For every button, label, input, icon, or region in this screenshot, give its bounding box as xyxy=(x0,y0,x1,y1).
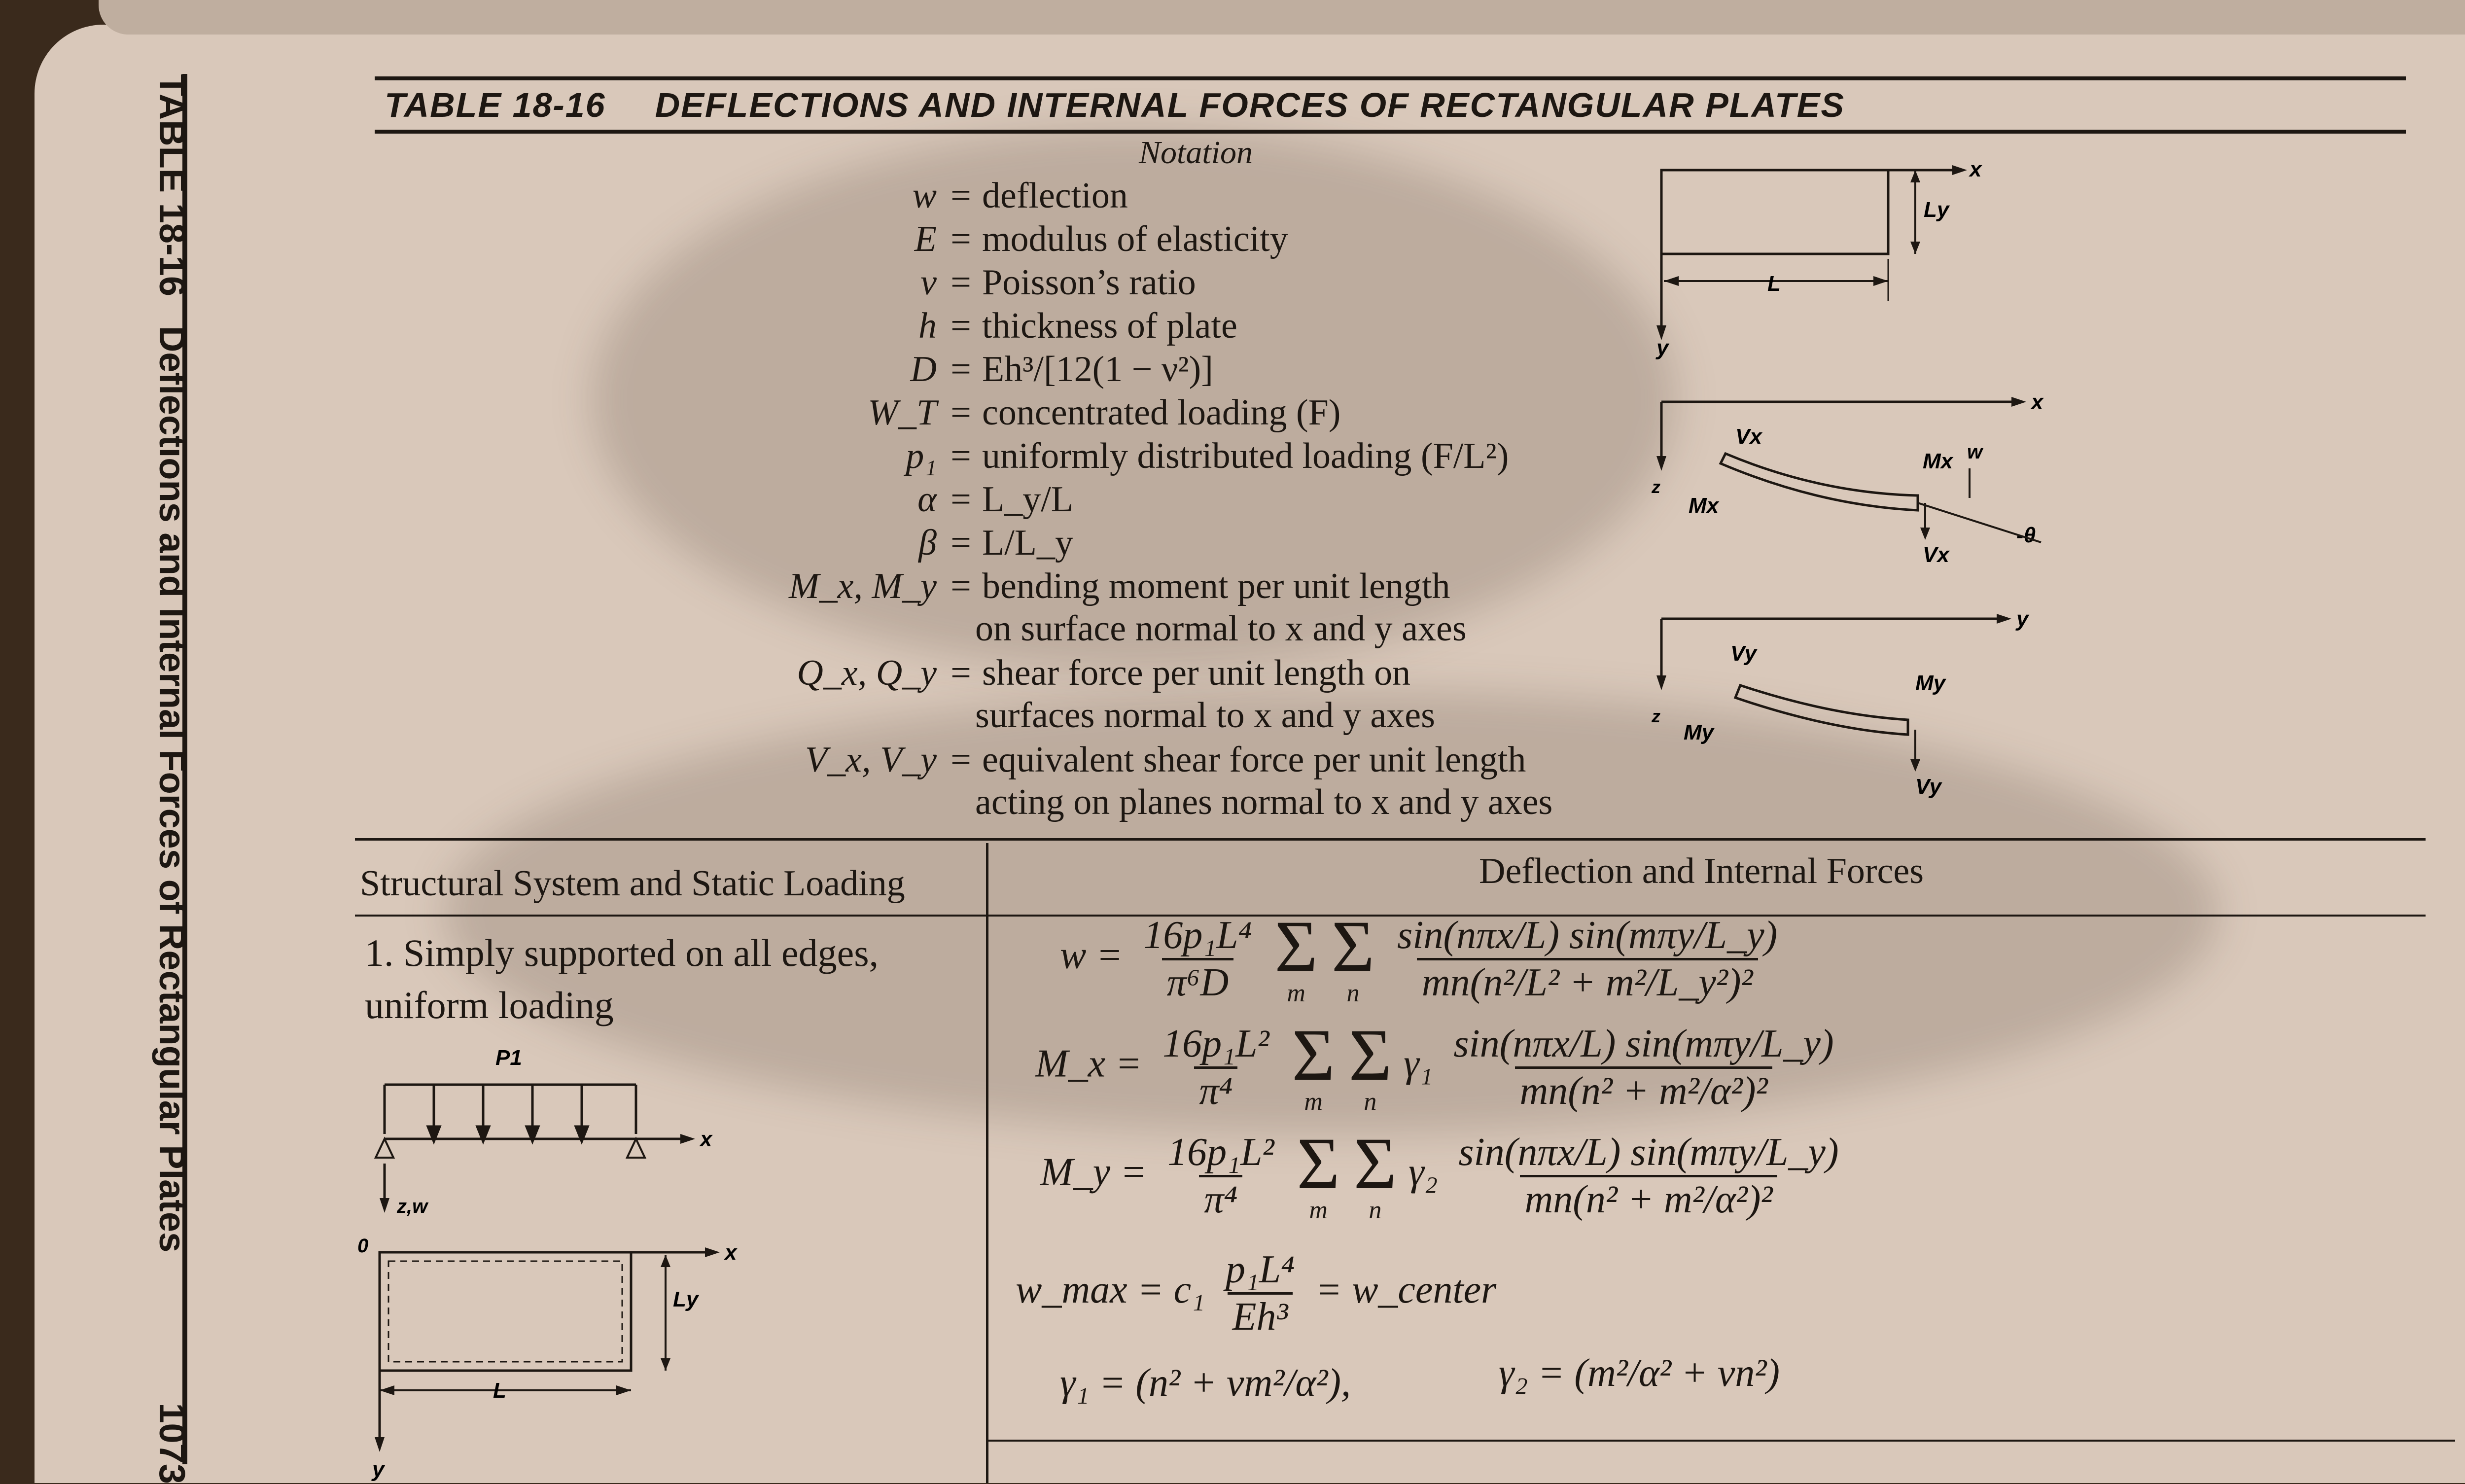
sum-index-m: m xyxy=(1287,979,1305,1007)
w-coefficient xyxy=(1138,913,1257,1005)
notation-item xyxy=(592,305,1676,347)
my-coefficient xyxy=(1162,1130,1279,1222)
vy-left-label: Vy xyxy=(1730,641,1757,666)
notation-symbol: M_x, M_y xyxy=(789,566,937,606)
case-1-title-line2: uniform loading xyxy=(365,984,614,1026)
w-label: w xyxy=(1967,441,1983,463)
notation-continuation-text: acting on planes normal to x and y axes xyxy=(975,782,1553,822)
axis-x-label: x xyxy=(1970,157,1982,181)
table-column-divider xyxy=(986,843,988,1483)
notation-definition: thickness of plate xyxy=(982,306,1237,346)
equals-sign: = xyxy=(951,306,971,346)
sum-index-n: n xyxy=(1346,979,1360,1007)
notation-symbol: α xyxy=(917,479,937,520)
mx-lhs: M_x = xyxy=(1035,1042,1142,1086)
my-gamma: γ₂ xyxy=(1409,1150,1438,1194)
notation-definition: L/L_y xyxy=(982,523,1073,563)
notation-definition: L_y/L xyxy=(982,479,1073,520)
plate-plan-diagram xyxy=(345,1228,789,1484)
table-title: DEFLECTIONS AND INTERNAL FORCES OF RECTANGULAR PLATES xyxy=(655,86,1845,124)
table-bottom-rule xyxy=(986,1440,2455,1442)
my-series-term xyxy=(1453,1130,1843,1222)
vx-right-label: Vx xyxy=(1923,543,1949,567)
x-section-z-label: z xyxy=(1652,477,1660,497)
equals-sign: = xyxy=(951,176,971,216)
mx-coefficient xyxy=(1158,1022,1274,1114)
notation-definition: bending moment per unit length xyxy=(982,566,1450,606)
notation-item xyxy=(592,435,1676,477)
formula-mx xyxy=(1035,1014,1845,1116)
my-sum-index-m: m xyxy=(1309,1196,1328,1224)
my-lhs: M_y = xyxy=(1040,1150,1147,1194)
formula-gamma1: γ₁ = (n² + νm²/α²), xyxy=(1060,1361,1351,1405)
dim-l-label: L xyxy=(1767,272,1781,296)
notation-heading: Notation xyxy=(1139,135,1253,171)
mx-frac-num: sin(nπx/L) sin(mπy/L_y) xyxy=(1453,1022,1834,1065)
equals-sign: = xyxy=(951,392,971,433)
notation-continuation xyxy=(592,695,1676,737)
notation-definition: Poisson’s ratio xyxy=(982,262,1196,303)
case-1-title-line1: 1. Simply supported on all edges, xyxy=(365,931,879,974)
mx-frac-den: mn(n² + m²/α²)² xyxy=(1515,1066,1773,1114)
spine-heading xyxy=(138,74,207,1484)
notation-continuation xyxy=(592,608,1676,650)
notation-symbol: W_T xyxy=(868,392,937,433)
notation-definition: modulus of elasticity xyxy=(982,219,1288,259)
notation-definition: deflection xyxy=(982,176,1128,216)
plan-y-label: y xyxy=(372,1457,385,1482)
y-section-z-label: z xyxy=(1652,706,1660,726)
vx-left-label: Vx xyxy=(1735,424,1762,449)
x-section-x-label: x xyxy=(2031,390,2043,414)
wmax-fraction xyxy=(1221,1247,1300,1340)
notation-continuation-text: on surface normal to x and y axes xyxy=(975,608,1467,649)
spine-section-title: Deflections and Internal Forces of Rectangular Plates xyxy=(152,325,193,1253)
notation-item xyxy=(592,392,1676,434)
notation-item xyxy=(592,262,1676,304)
equals-sign: = xyxy=(951,262,971,303)
y-section-y-label: y xyxy=(2016,607,2029,631)
formula-w xyxy=(1060,906,1788,1007)
notation-symbol: V_x, V_y xyxy=(805,740,937,780)
load-zw-label: z,w xyxy=(397,1196,428,1217)
formula-wmax xyxy=(1016,1247,1496,1340)
column-header-deflection: Deflection and Internal Forces xyxy=(1479,851,1924,891)
notation-symbol: Q_x, Q_y xyxy=(797,653,937,693)
mx-gamma: γ₁ xyxy=(1404,1042,1433,1086)
notation-symbol: p₁ xyxy=(906,436,937,476)
my-sum-m: Σ m xyxy=(1297,1123,1340,1224)
notation-item xyxy=(592,218,1676,260)
vy-right-label: Vy xyxy=(1915,775,1942,799)
table-number: TABLE 18-16 xyxy=(385,86,606,124)
w-frac-den: mn(n²/L² + m²/L_y²)² xyxy=(1417,958,1758,1005)
notation-item xyxy=(592,565,1676,607)
my-frac-den: mn(n² + m²/α²)² xyxy=(1520,1175,1778,1222)
equals-sign: = xyxy=(951,740,971,780)
notation-definition: Eh³/[12(1 − ν²)] xyxy=(982,349,1213,389)
mx-right-label: Mx xyxy=(1923,449,1953,473)
equals-sign: = xyxy=(951,219,971,259)
equals-sign: = xyxy=(951,653,971,693)
my-right-label: My xyxy=(1915,671,1946,695)
notation-item xyxy=(592,175,1676,217)
notation-continuation-text: surfaces normal to x and y axes xyxy=(975,695,1435,736)
wmax-den: Eh³ xyxy=(1228,1292,1293,1340)
my-coef-den: π⁴ xyxy=(1199,1175,1242,1222)
origin-label: 0 xyxy=(357,1235,369,1257)
w-coef-num: 16p₁L⁴ xyxy=(1143,913,1252,957)
my-frac-num: sin(nπx/L) sin(mπy/L_y) xyxy=(1458,1130,1839,1174)
notation-symbol: β xyxy=(918,523,937,563)
wmax-lhs: w_max = c₁ xyxy=(1016,1268,1205,1311)
w-coef-den: π⁶D xyxy=(1162,958,1234,1005)
sum-n: Σ n xyxy=(1331,906,1375,1007)
notation-symbol: E xyxy=(914,219,937,259)
mx-sum-index-m: m xyxy=(1304,1088,1323,1116)
plan-x-label: x xyxy=(725,1240,737,1265)
equals-sign: = xyxy=(951,479,971,520)
load-x-label: x xyxy=(700,1127,712,1151)
notation-item xyxy=(592,739,1676,781)
mx-coef-num: 16p₁L² xyxy=(1162,1022,1269,1065)
x-section-diagram xyxy=(1642,380,2085,587)
dim-ly-label: Ly xyxy=(1924,198,1949,222)
notation-item xyxy=(592,522,1676,564)
load-p1-label: P1 xyxy=(495,1046,522,1070)
mx-coef-den: π⁴ xyxy=(1194,1066,1237,1114)
notation-definition: equivalent shear force per unit length xyxy=(982,740,1526,780)
mx-sum-index-n: n xyxy=(1364,1088,1377,1116)
plan-l-label: L xyxy=(493,1378,506,1403)
notation-definition: uniformly distributed loading (F/L²) xyxy=(982,436,1509,476)
notation-definition: concentrated loading (F) xyxy=(982,392,1341,433)
plan-ly-label: Ly xyxy=(673,1287,699,1311)
equals-sign: = xyxy=(951,566,971,606)
notation-item xyxy=(592,652,1676,694)
notation-continuation xyxy=(592,781,1676,823)
table-title-bar xyxy=(375,76,2406,134)
equals-sign: = xyxy=(951,349,971,389)
formula-gamma2: γ₂ = (m²/α² + νn²) xyxy=(1499,1351,1780,1395)
spine-table-label: TABLE 18-16 xyxy=(152,74,193,296)
my-sum-n: Σ n xyxy=(1353,1123,1397,1224)
table-top-rule xyxy=(355,838,2426,841)
w-frac-num: sin(nπx/L) sin(mπy/L_y) xyxy=(1397,913,1778,957)
mx-series-term xyxy=(1448,1022,1838,1114)
notation-symbol: ν xyxy=(920,262,937,303)
mx-sum-m: Σ m xyxy=(1292,1014,1335,1116)
page-top-edge xyxy=(99,0,2465,35)
w-lhs: w = xyxy=(1060,933,1123,977)
notation-symbol: w xyxy=(912,176,937,216)
w-series-term xyxy=(1392,913,1782,1005)
plate-dimension-diagram xyxy=(1642,148,1997,375)
equals-sign: = xyxy=(951,523,971,563)
wmax-rhs: = w_center xyxy=(1315,1268,1497,1311)
notation-definition: shear force per unit length on xyxy=(982,653,1411,693)
notation-symbol: D xyxy=(910,349,937,389)
equals-sign: = xyxy=(951,436,971,476)
column-header-structural: Structural System and Static Loading xyxy=(360,863,905,904)
y-section-diagram xyxy=(1642,597,2085,804)
page-number: 1073 xyxy=(152,1403,193,1484)
case-1-title xyxy=(365,927,879,1031)
axis-y-label: y xyxy=(1656,336,1669,360)
my-sum-index-n: n xyxy=(1369,1196,1382,1224)
notation-symbol: h xyxy=(918,306,937,346)
notation-item xyxy=(592,349,1676,390)
theta-label: -θ xyxy=(2016,523,2036,547)
my-left-label: My xyxy=(1684,720,1714,744)
my-coef-num: 16p₁L² xyxy=(1167,1130,1274,1174)
uniform-loading-diagram xyxy=(365,1035,809,1242)
formula-my xyxy=(1040,1123,1850,1224)
mx-left-label: Mx xyxy=(1689,494,1719,518)
mx-sum-n: Σ n xyxy=(1348,1014,1392,1116)
wmax-num: p₁L⁴ xyxy=(1225,1248,1295,1291)
sum-m: Σ m xyxy=(1274,906,1318,1007)
notation-item xyxy=(592,479,1676,521)
